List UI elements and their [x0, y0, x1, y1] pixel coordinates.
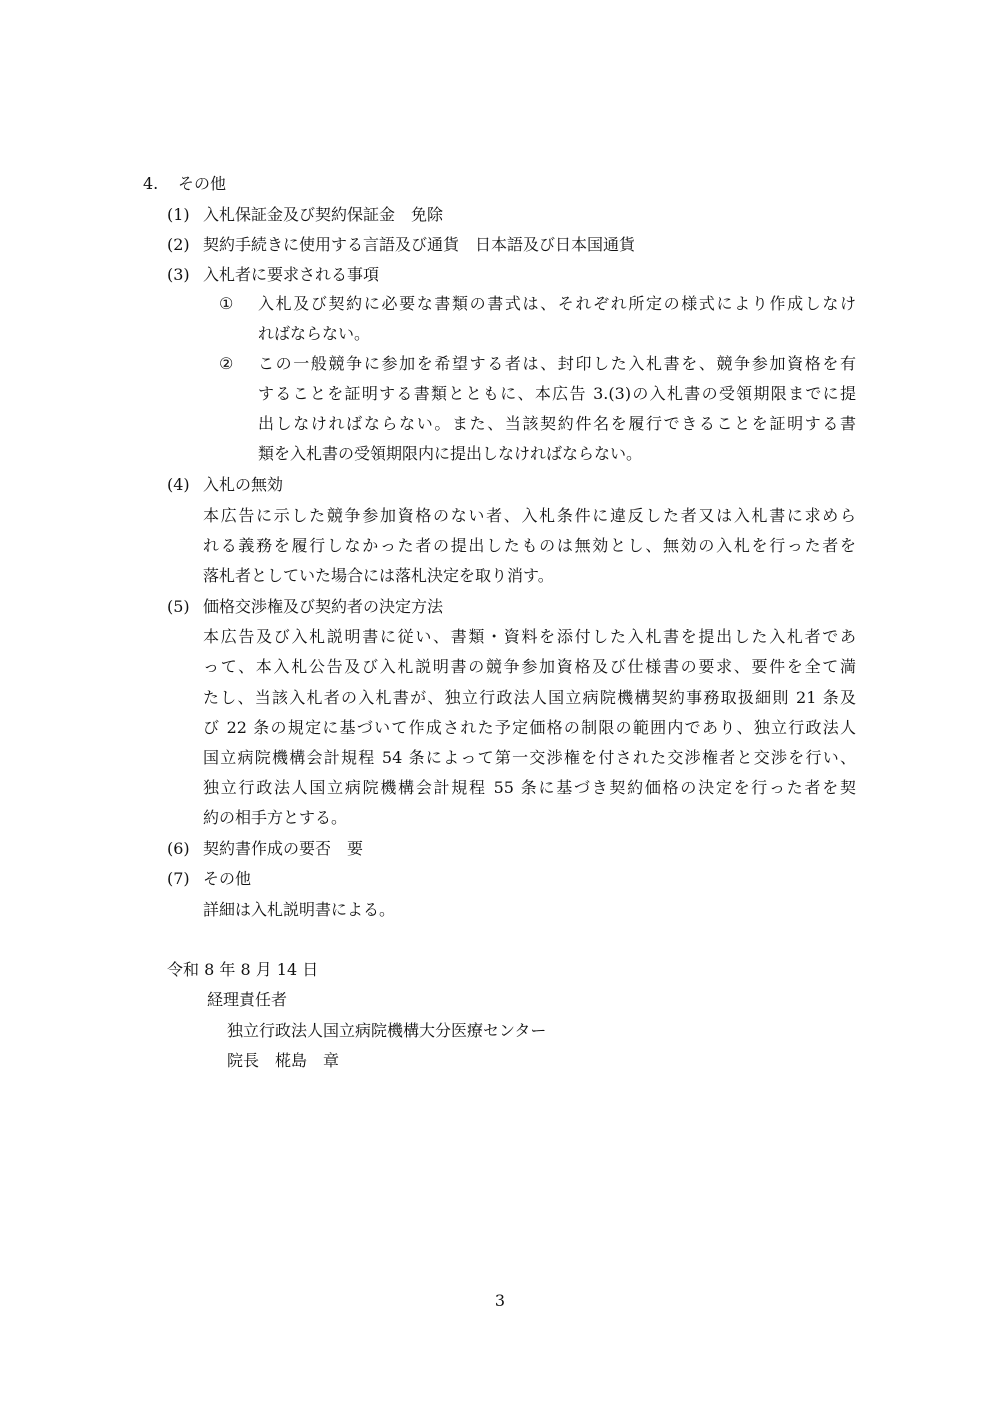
- item-body-line: 本広告及び入札説明書に従い、書類・資料を添付した入札書を提出した入札者であ: [203, 627, 856, 646]
- item-body-line: れる義務を履行しなかった者の提出したものは無効とし、無効の入札を行った者を: [203, 536, 856, 555]
- subitem-line: することを証明する書類とともに、本広告 3.(3)の入札書の受領期限までに提: [258, 384, 856, 403]
- document-date: 令和 8 年 8 月 14 日: [167, 960, 319, 979]
- item-number: (3): [167, 265, 190, 284]
- item-body-line: たし、当該入札者の入札書が、独立行政法人国立病院機構契約事務取扱細則 21 条及: [203, 688, 856, 707]
- item-number: (7): [167, 869, 190, 888]
- subitem-line: この一般競争に参加を希望する者は、封印した入札書を、競争参加資格を有: [258, 354, 856, 373]
- subitem-number: ①: [219, 294, 234, 313]
- item-number: (4): [167, 475, 190, 494]
- item-number: (5): [167, 597, 190, 616]
- item-body-line: 約の相手方とする。: [203, 808, 348, 827]
- subitem-line: 出しなければならない。また、当該契約件名を履行できることを証明する書: [258, 414, 856, 433]
- item-title: 価格交渉権及び契約者の決定方法: [203, 597, 444, 616]
- item-title: 入札の無効: [203, 475, 284, 494]
- subitem-line: 入札及び契約に必要な書類の書式は、それぞれ所定の様式により作成しなけ: [258, 294, 856, 313]
- item-body-line: 本広告に示した競争参加資格のない者、入札条件に違反した者又は入札書に求めら: [203, 506, 856, 525]
- item-body-line: 落札者としていた場合には落札決定を取り消す。: [203, 566, 554, 585]
- section-title: その他: [178, 174, 227, 193]
- item-number: (1): [167, 205, 190, 224]
- item-body-line: 国立病院機構会計規程 54 条によって第一交渉権を付された交渉権者と交渉を行い、: [203, 748, 856, 767]
- subitem-line: 類を入札書の受領期限内に提出しなければならない。: [258, 444, 643, 463]
- item-number: (2): [167, 235, 190, 254]
- subitem-line: ればならない。: [258, 324, 371, 343]
- item-title: 入札者に要求される事項: [203, 265, 380, 284]
- item-body-line: び 22 条の規定に基づいて作成された予定価格の制限の範囲内であり、独立行政法人: [203, 718, 856, 737]
- item-title: その他: [203, 869, 252, 888]
- signer-role: 経理責任者: [207, 990, 288, 1009]
- section-number: 4.: [143, 174, 159, 193]
- item-number: (6): [167, 839, 190, 858]
- item-title: 契約手続きに使用する言語及び通貨 日本語及び日本国通貨: [203, 235, 636, 254]
- subitem-number: ②: [219, 354, 234, 373]
- item-body-line: 独立行政法人国立病院機構会計規程 55 条に基づき契約価格の決定を行った者を契: [203, 778, 856, 797]
- item-body-line: って、本入札公告及び入札説明書の競争参加資格及び仕様書の要求、要件を全て満: [203, 657, 856, 676]
- signer-name: 院長 椛島 章: [227, 1051, 340, 1070]
- item-title: 入札保証金及び契約保証金 免除: [203, 205, 444, 224]
- item-title: 契約書作成の要否 要: [203, 839, 364, 858]
- item-body-line: 詳細は入札説明書による。: [203, 900, 396, 919]
- organization-name: 独立行政法人国立病院機構大分医療センター: [227, 1021, 547, 1040]
- page-number: 3: [494, 1291, 506, 1310]
